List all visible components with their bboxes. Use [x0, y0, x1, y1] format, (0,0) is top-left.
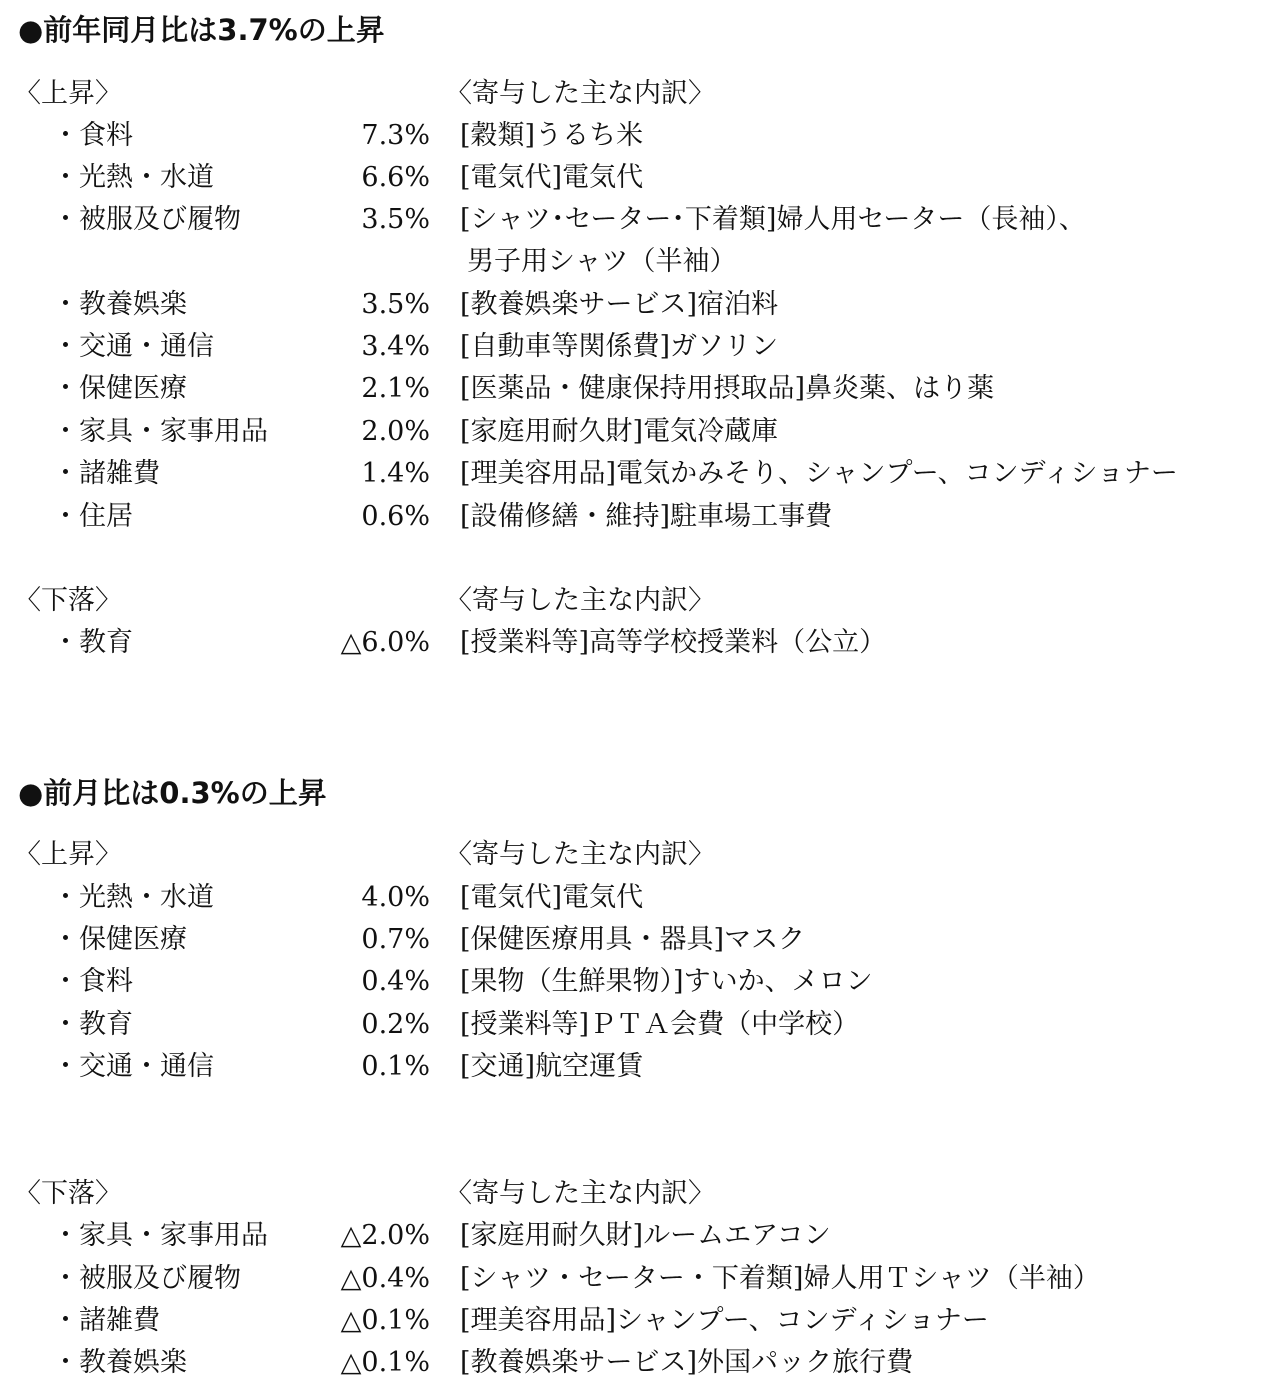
category-label: ・教養娯楽 — [52, 1347, 187, 1378]
percent-value: 0.6% — [361, 501, 430, 532]
list-item — [0, 199, 1280, 241]
category-label: ・被服及び履物 — [52, 1263, 241, 1294]
percent-value: △0.1% — [340, 1305, 430, 1336]
yoy-down-header — [0, 580, 1280, 622]
category-label: ・交通・通信 — [52, 1051, 214, 1082]
category-label: ・食料 — [52, 120, 133, 151]
contribution-detail: [交通]航空運賃 — [460, 1051, 644, 1082]
category-label: ・諸雑費 — [52, 1305, 160, 1336]
yoy-up-label: 〈上昇〉 — [14, 78, 122, 109]
list-item — [0, 368, 1280, 410]
contribution-detail: [電気代]電気代 — [460, 162, 644, 193]
mom-up-label: 〈上昇〉 — [14, 839, 122, 870]
category-label: ・光熱・水道 — [52, 162, 214, 193]
list-item — [0, 961, 1280, 1003]
contribution-detail: [穀類]うるち米 — [460, 120, 644, 151]
list-item — [0, 622, 1280, 664]
category-label: ・家具・家事用品 — [52, 416, 268, 447]
mom-heading: ●前月比は0.3%の上昇 — [18, 776, 327, 810]
contribution-detail: [保健医療用具・器具]マスク — [460, 924, 806, 955]
list-item — [0, 1046, 1280, 1088]
percent-value: 0.7% — [361, 924, 430, 955]
list-item — [0, 326, 1280, 368]
category-label: ・教育 — [52, 627, 133, 658]
percent-value: 3.4% — [361, 331, 430, 362]
mom-up-header — [0, 834, 1280, 876]
category-label: ・食料 — [52, 966, 133, 997]
percent-value: 0.4% — [361, 966, 430, 997]
percent-value: 2.0% — [361, 416, 430, 447]
contribution-detail: [家庭用耐久財]電気冷蔵庫 — [460, 416, 779, 447]
category-label: ・保健医療 — [52, 924, 187, 955]
yoy-down-contrib-label: 〈寄与した主な内訳〉 — [445, 585, 715, 616]
contribution-detail-continued: 男子用シャツ（半袖） — [467, 246, 737, 277]
list-item — [0, 1004, 1280, 1046]
contribution-detail: [シャツ・セーター・下着類]婦人用Ｔシャツ（半袖） — [460, 1263, 1100, 1294]
list-item — [0, 1300, 1280, 1342]
yoy-up-contrib-label: 〈寄与した主な内訳〉 — [445, 78, 715, 109]
list-item — [0, 284, 1280, 326]
list-item — [0, 877, 1280, 919]
category-label: ・光熱・水道 — [52, 882, 214, 913]
percent-value: 3.5% — [361, 289, 430, 320]
mom-up-contrib-label: 〈寄与した主な内訳〉 — [445, 839, 715, 870]
list-item — [0, 453, 1280, 495]
percent-value: 0.2% — [361, 1009, 430, 1040]
category-label: ・教養娯楽 — [52, 289, 187, 320]
percent-value: 0.1% — [361, 1051, 430, 1082]
percent-value: △0.1% — [340, 1347, 430, 1378]
category-label: ・保健医療 — [52, 373, 187, 404]
contribution-detail: [理美容用品]電気かみそり、シャンプー、コンディショナー — [460, 458, 1178, 489]
list-item — [0, 1215, 1280, 1257]
category-label: ・交通・通信 — [52, 331, 214, 362]
list-item — [0, 919, 1280, 961]
contribution-detail: [教養娯楽サービス]外国パック旅行費 — [460, 1347, 914, 1378]
percent-value: △6.0% — [340, 627, 430, 658]
yoy-heading: ●前年同月比は3.7%の上昇 — [18, 13, 385, 47]
mom-down-header — [0, 1173, 1280, 1215]
contribution-detail: [教養娯楽サービス]宿泊料 — [460, 289, 779, 320]
percent-value: 2.1% — [361, 373, 430, 404]
list-item — [0, 1342, 1280, 1384]
yoy-down-label: 〈下落〉 — [14, 585, 122, 616]
list-item-continuation — [0, 241, 1280, 283]
contribution-detail: [電気代]電気代 — [460, 882, 644, 913]
category-label: ・住居 — [52, 501, 133, 532]
contribution-detail: [果物（生鮮果物）]すいか、メロン — [460, 966, 873, 997]
percent-value: △2.0% — [340, 1220, 430, 1251]
contribution-detail: [シャツ･セーター･下着類]婦人用セーター（長袖）、 — [460, 204, 1086, 235]
contribution-detail: [理美容用品]シャンプー、コンディショナー — [460, 1305, 989, 1336]
contribution-detail: [設備修繕・維持]駐車場工事費 — [460, 501, 833, 532]
contribution-detail: [家庭用耐久財]ルームエアコン — [460, 1220, 831, 1251]
category-label: ・諸雑費 — [52, 458, 160, 489]
category-label: ・教育 — [52, 1009, 133, 1040]
percent-value: 1.4% — [361, 458, 430, 489]
yoy-up-header — [0, 73, 1280, 115]
list-item — [0, 1258, 1280, 1300]
mom-down-label: 〈下落〉 — [14, 1178, 122, 1209]
percent-value: 7.3% — [361, 120, 430, 151]
contribution-detail: [授業料等]高等学校授業料（公立） — [460, 627, 887, 658]
category-label: ・家具・家事用品 — [52, 1220, 268, 1251]
percent-value: △0.4% — [340, 1263, 430, 1294]
percent-value: 4.0% — [361, 882, 430, 913]
contribution-detail: [自動車等関係費]ガソリン — [460, 331, 779, 362]
category-label: ・被服及び履物 — [52, 204, 241, 235]
contribution-detail: [授業料等]ＰＴＡ会費（中学校） — [460, 1009, 860, 1040]
contribution-detail: [医薬品・健康保持用摂取品]鼻炎薬、はり薬 — [460, 373, 995, 404]
list-item — [0, 411, 1280, 453]
percent-value: 6.6% — [361, 162, 430, 193]
percent-value: 3.5% — [361, 204, 430, 235]
mom-down-contrib-label: 〈寄与した主な内訳〉 — [445, 1178, 715, 1209]
list-item — [0, 157, 1280, 199]
list-item — [0, 496, 1280, 538]
list-item — [0, 115, 1280, 157]
